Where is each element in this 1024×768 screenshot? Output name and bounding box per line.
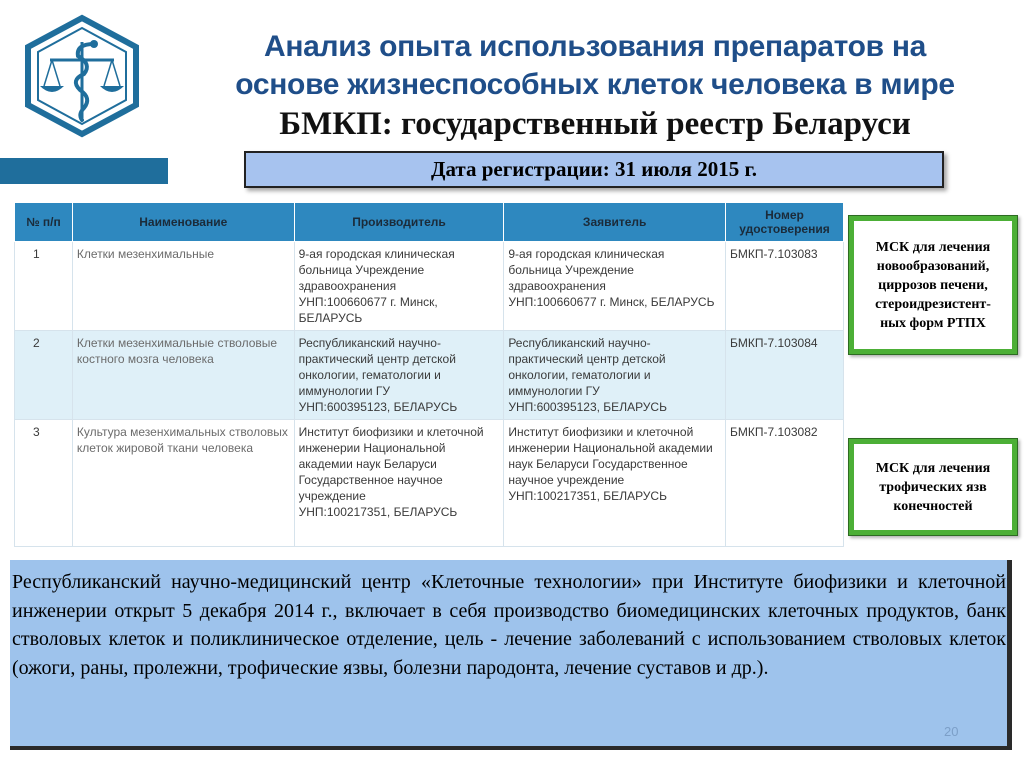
cell-number: 1 <box>15 242 73 331</box>
cell-certificate: БМКП-7.103083 <box>726 242 844 331</box>
registration-date-banner: Дата регистрации: 31 июля 2015 г. <box>244 151 944 188</box>
note-msk-ulcers-text: МСК для лечения трофических язв конечностей <box>854 444 1012 530</box>
page-title <box>180 28 1010 144</box>
table-row <box>15 331 844 420</box>
cell-manufacturer: Институт биофизики и клеточной инженерии Национальной академии наук Беларуси Государственное научное учреждение УНП:100217351, БЕЛАРУСЬ <box>294 420 504 547</box>
header-number: № п/п <box>15 203 73 242</box>
note-msk-tumors <box>848 215 1018 355</box>
header-applicant: Заявитель <box>504 203 726 242</box>
cell-name: Клетки мезенхимальные <box>72 242 294 331</box>
cell-certificate: БМКП-7.103082 <box>726 420 844 547</box>
cell-number: 3 <box>15 420 73 547</box>
page-number: 20 <box>944 724 959 739</box>
table-row <box>15 242 844 331</box>
header-certificate: Номер удостоверения <box>726 203 844 242</box>
cell-manufacturer: 9-ая городская клиническая больница Учреждение здравоохранения УНП:100660677 г. Минск, БЕЛАРУСЬ <box>294 242 504 331</box>
center-info-text: Республиканский научно-медицинский центр «Клеточные технологии» при Институте биофизики и клеточной инженерии открыт 5 декабря 2014 г., включает в себя производство биомедицинских клеточных продуктов, банк стволовых клеток и поликлиническое отделение, цель - лечение заболеваний с использованием стволовых клеток (ожоги, раны, пролежни, трофические язвы, болезни пародонта, лечение суставов и др.). <box>12 571 1006 679</box>
note-msk-ulcers <box>848 438 1018 536</box>
table-header-row <box>15 203 844 242</box>
cell-applicant: 9-ая городская клиническая больница Учреждение здравоохранения УНП:100660677 г. Минск, БЕЛАРУСЬ <box>504 242 726 331</box>
header-manufacturer: Производитель <box>294 203 504 242</box>
cell-applicant: Республиканский научно-практический центр детской онкологии, гематологии и иммунологии ГУ УНП:600395123, БЕЛАРУСЬ <box>504 331 726 420</box>
cell-applicant: Институт биофизики и клеточной инженерии Национальной академии наук Беларуси Государственное научное учреждение УНП:100217351, БЕЛАРУСЬ <box>504 420 726 547</box>
note-msk-tumors-text: МСК для лечения новообразований, циррозов печени, стероидрезистент- ных форм РТПХ <box>854 221 1012 349</box>
title-line-1: Анализ опыта использования препаратов на <box>263 30 927 63</box>
header-name: Наименование <box>72 203 294 242</box>
table-row <box>15 420 844 547</box>
cell-number: 2 <box>15 331 73 420</box>
cell-certificate: БМКП-7.103084 <box>726 331 844 420</box>
title-line-2: основе жизнеспособных клеток человека в мире <box>235 68 955 101</box>
logo <box>22 14 142 138</box>
center-info-box <box>10 560 1012 750</box>
registry-table <box>14 202 844 547</box>
cell-manufacturer: Республиканский научно-практический центр детской онкологии, гематологии и иммунологии ГУ УНП:600395123, БЕЛАРУСЬ <box>294 331 504 420</box>
title-line-3: БМКП: государственный реестр Беларуси <box>279 106 911 142</box>
decorative-bar <box>0 158 168 184</box>
cell-name: Культура мезенхимальных стволовых клеток жировой ткани человека <box>72 420 294 547</box>
cell-name: Клетки мезенхимальные стволовые костного мозга человека <box>72 331 294 420</box>
caduceus-scales-hexagon-icon <box>22 14 142 138</box>
